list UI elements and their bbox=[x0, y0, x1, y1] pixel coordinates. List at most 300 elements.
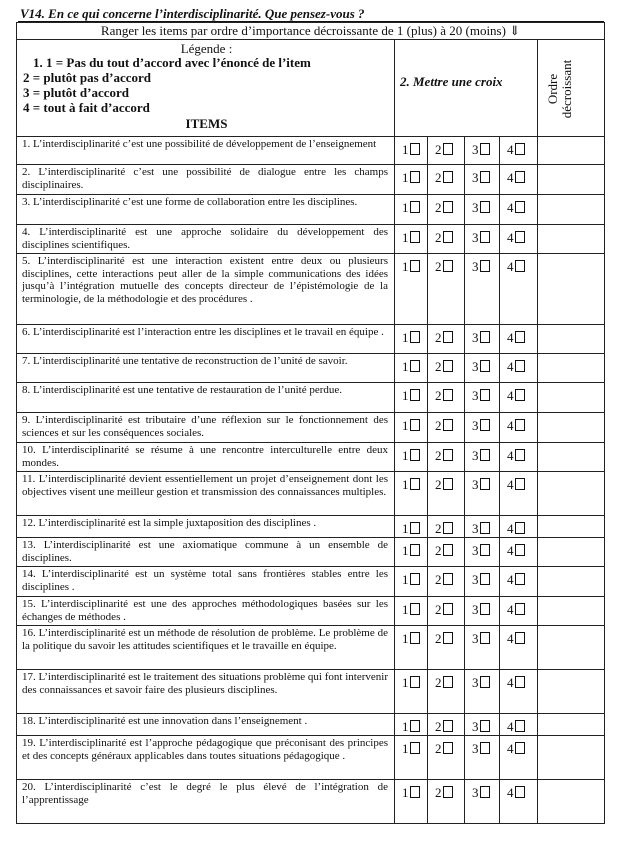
item-text: 10. L’interdisciplinarité se résume à une rencontre interculturelle entre deux mondes. bbox=[17, 443, 395, 472]
choice-3-cell[interactable] bbox=[465, 538, 500, 567]
choice-label: 2 bbox=[435, 448, 442, 463]
choice-label: 3 bbox=[472, 142, 479, 157]
item-text: 19. L’interdisciplinarité est l’approche pédagogique que préconisant des principes et des concepts généraux applicables dans toutes situations pédagogique . bbox=[17, 736, 395, 780]
checkbox-3[interactable] bbox=[480, 742, 490, 754]
choice-4-cell[interactable] bbox=[500, 472, 538, 516]
choice-4-cell[interactable] bbox=[500, 165, 538, 195]
item-text: 14. L’interdisciplinarité est un système total sans frontières stables entre les disciplines . bbox=[17, 567, 395, 597]
choice-4-cell[interactable] bbox=[500, 195, 538, 225]
choice-label: 1 bbox=[402, 259, 409, 274]
choice-label: 3 bbox=[472, 521, 479, 536]
table-row bbox=[17, 780, 605, 824]
item-text: 3. L’interdisciplinarité c’est une forme de collaboration entre les disciplines. bbox=[17, 195, 395, 225]
rank-input-cell[interactable] bbox=[538, 137, 605, 165]
table-row bbox=[17, 538, 605, 567]
rank-input-cell[interactable] bbox=[538, 670, 605, 714]
choice-1-cell[interactable] bbox=[395, 325, 428, 354]
croix-header: 2. Mettre une croix bbox=[400, 74, 503, 89]
checkbox-1[interactable] bbox=[410, 389, 420, 401]
choice-3-cell[interactable] bbox=[465, 780, 500, 824]
choice-label: 1 bbox=[402, 521, 409, 536]
choice-1-cell[interactable] bbox=[395, 383, 428, 413]
checkbox-4[interactable] bbox=[515, 260, 525, 272]
choice-2-cell[interactable] bbox=[428, 714, 465, 736]
choice-label: 3 bbox=[472, 572, 479, 587]
ordre-header-cell bbox=[538, 40, 605, 137]
table-row bbox=[17, 714, 605, 736]
checkbox-4[interactable] bbox=[515, 360, 525, 372]
choice-1-cell[interactable] bbox=[395, 472, 428, 516]
checkbox-4[interactable] bbox=[515, 231, 525, 243]
checkbox-4[interactable] bbox=[515, 573, 525, 585]
table-row bbox=[17, 225, 605, 254]
checkbox-2[interactable] bbox=[443, 419, 453, 431]
choice-4-cell[interactable] bbox=[500, 413, 538, 443]
checkbox-3[interactable] bbox=[480, 786, 490, 798]
choice-1-cell[interactable] bbox=[395, 165, 428, 195]
choice-label: 2 bbox=[435, 572, 442, 587]
item-text: 1. L’interdisciplinarité c’est une possibilité de développement de l’enseignement bbox=[17, 137, 395, 165]
choice-1-cell[interactable] bbox=[395, 195, 428, 225]
checkbox-4[interactable] bbox=[515, 720, 525, 732]
legend-line-3: 3 = plutôt d’accord bbox=[23, 85, 129, 100]
checkbox-1[interactable] bbox=[410, 676, 420, 688]
choice-label: 1 bbox=[402, 543, 409, 558]
checkbox-1[interactable] bbox=[410, 419, 420, 431]
choice-label: 4 bbox=[507, 142, 514, 157]
choice-label: 2 bbox=[435, 719, 442, 734]
choice-3-cell[interactable] bbox=[465, 254, 500, 325]
checkbox-2[interactable] bbox=[443, 632, 453, 644]
item-text: 8. L’interdisciplinarité est une tentative de restauration de l’unité perdue. bbox=[17, 383, 395, 413]
choice-label: 1 bbox=[402, 719, 409, 734]
choice-2-cell[interactable] bbox=[428, 516, 465, 538]
choice-label: 4 bbox=[507, 543, 514, 558]
checkbox-3[interactable] bbox=[480, 331, 490, 343]
choice-1-cell[interactable] bbox=[395, 254, 428, 325]
choice-label: 2 bbox=[435, 170, 442, 185]
rank-input-cell[interactable] bbox=[538, 195, 605, 225]
choice-3-cell[interactable] bbox=[465, 516, 500, 538]
choice-label: 4 bbox=[507, 719, 514, 734]
checkbox-3[interactable] bbox=[480, 171, 490, 183]
choice-label: 4 bbox=[507, 259, 514, 274]
choice-label: 2 bbox=[435, 330, 442, 345]
choice-1-cell[interactable] bbox=[395, 538, 428, 567]
choice-1-cell[interactable] bbox=[395, 670, 428, 714]
choice-3-cell[interactable] bbox=[465, 472, 500, 516]
checkbox-3[interactable] bbox=[480, 573, 490, 585]
rank-input-cell[interactable] bbox=[538, 325, 605, 354]
legend-line-1: 1. 1 = Pas du tout d’accord avec l’énoncé de l’item bbox=[33, 55, 311, 70]
choice-label: 4 bbox=[507, 448, 514, 463]
checkbox-2[interactable] bbox=[443, 676, 453, 688]
page-title: V14. En ce qui concerne l’interdisciplinarité. Que pensez-vous ? bbox=[20, 6, 365, 21]
choice-3-cell[interactable] bbox=[465, 443, 500, 472]
checkbox-2[interactable] bbox=[443, 522, 453, 534]
checkbox-1[interactable] bbox=[410, 720, 420, 732]
checkbox-1[interactable] bbox=[410, 171, 420, 183]
choice-3-cell[interactable] bbox=[465, 413, 500, 443]
table-row bbox=[17, 567, 605, 597]
choice-label: 2 bbox=[435, 741, 442, 756]
choice-3-cell[interactable] bbox=[465, 137, 500, 165]
table-row bbox=[17, 443, 605, 472]
item-text: 16. L’interdisciplinarité est un méthode de résolution de problème. Le problème de la politique du savoir les attitudes scientifiques et le travaille en équipe. bbox=[17, 626, 395, 670]
choice-label: 4 bbox=[507, 388, 514, 403]
item-text: 7. L’interdisciplinarité une tentative de reconstruction de l’unité de savoir. bbox=[17, 354, 395, 383]
rank-input-cell[interactable] bbox=[538, 225, 605, 254]
choice-label: 4 bbox=[507, 477, 514, 492]
checkbox-3[interactable] bbox=[480, 419, 490, 431]
choice-2-cell[interactable] bbox=[428, 780, 465, 824]
choice-label: 3 bbox=[472, 631, 479, 646]
choice-label: 4 bbox=[507, 741, 514, 756]
choice-label: 1 bbox=[402, 448, 409, 463]
choice-4-cell[interactable] bbox=[500, 383, 538, 413]
item-text: 2. L’interdisciplinarité c’est une possibilité de dialogue entre les champs disciplinaires. bbox=[17, 165, 395, 195]
item-text: 11. L’interdisciplinarité devient essentiellement un projet d’enseignement dont les objectives visent une meilleur gestion et transmission des connaissances multiples. bbox=[17, 472, 395, 516]
checkbox-4[interactable] bbox=[515, 676, 525, 688]
choice-3-cell[interactable] bbox=[465, 626, 500, 670]
checkbox-3[interactable] bbox=[480, 231, 490, 243]
table-row bbox=[17, 165, 605, 195]
checkbox-3[interactable] bbox=[480, 676, 490, 688]
choice-2-cell[interactable] bbox=[428, 443, 465, 472]
choice-2-cell[interactable] bbox=[428, 137, 465, 165]
choice-label: 3 bbox=[472, 359, 479, 374]
item-text: 4. L’interdisciplinarité est une approche solidaire du développement des disciplines scientifiques. bbox=[17, 225, 395, 254]
choice-1-cell[interactable] bbox=[395, 443, 428, 472]
table-row bbox=[17, 670, 605, 714]
checkbox-3[interactable] bbox=[480, 603, 490, 615]
choice-label: 4 bbox=[507, 418, 514, 433]
table-row bbox=[17, 254, 605, 325]
choice-2-cell[interactable] bbox=[428, 354, 465, 383]
choice-1-cell[interactable] bbox=[395, 736, 428, 780]
checkbox-4[interactable] bbox=[515, 389, 525, 401]
choice-3-cell[interactable] bbox=[465, 383, 500, 413]
choice-2-cell[interactable] bbox=[428, 165, 465, 195]
item-text: 18. L’interdisciplinarité est une innovation dans l’enseignement . bbox=[17, 714, 395, 736]
choice-4-cell[interactable] bbox=[500, 443, 538, 472]
checkbox-1[interactable] bbox=[410, 478, 420, 490]
choice-1-cell[interactable] bbox=[395, 225, 428, 254]
rank-input-cell[interactable] bbox=[538, 472, 605, 516]
checkbox-2[interactable] bbox=[443, 201, 453, 213]
table-row bbox=[17, 413, 605, 443]
rank-input-cell[interactable] bbox=[538, 597, 605, 626]
choice-2-cell[interactable] bbox=[428, 383, 465, 413]
choice-1-cell[interactable] bbox=[395, 780, 428, 824]
table-row bbox=[17, 354, 605, 383]
choice-label: 1 bbox=[402, 200, 409, 215]
checkbox-3[interactable] bbox=[480, 720, 490, 732]
rank-input-cell[interactable] bbox=[538, 254, 605, 325]
checkbox-2[interactable] bbox=[443, 786, 453, 798]
item-text: 15. L’interdisciplinarité est une des approches méthodologiques basées sur les échanges de méthodes . bbox=[17, 597, 395, 626]
choice-label: 3 bbox=[472, 230, 479, 245]
checkbox-1[interactable] bbox=[410, 260, 420, 272]
checkbox-2[interactable] bbox=[443, 389, 453, 401]
checkbox-4[interactable] bbox=[515, 632, 525, 644]
checkbox-1[interactable] bbox=[410, 449, 420, 461]
choice-1-cell[interactable] bbox=[395, 714, 428, 736]
checkbox-2[interactable] bbox=[443, 143, 453, 155]
table-row bbox=[17, 736, 605, 780]
checkbox-3[interactable] bbox=[480, 389, 490, 401]
checkbox-2[interactable] bbox=[443, 742, 453, 754]
rank-input-cell[interactable] bbox=[538, 780, 605, 824]
checkbox-3[interactable] bbox=[480, 522, 490, 534]
checkbox-4[interactable] bbox=[515, 603, 525, 615]
choice-4-cell[interactable] bbox=[500, 325, 538, 354]
checkbox-1[interactable] bbox=[410, 544, 420, 556]
rank-input-cell[interactable] bbox=[538, 538, 605, 567]
choice-label: 4 bbox=[507, 602, 514, 617]
checkbox-1[interactable] bbox=[410, 522, 420, 534]
rank-input-cell[interactable] bbox=[538, 714, 605, 736]
checkbox-2[interactable] bbox=[443, 603, 453, 615]
choice-label: 4 bbox=[507, 230, 514, 245]
choice-label: 1 bbox=[402, 418, 409, 433]
legend-cell bbox=[17, 40, 395, 137]
legend-line-4: 4 = tout à fait d’accord bbox=[23, 100, 150, 115]
item-text: 9. L’interdisciplinarité est tributaire d’une réflexion sur le fonctionnement des sciences et sur les conséquences sociales. bbox=[17, 413, 395, 443]
legend-line-2: 2 = plutôt pas d’accord bbox=[23, 70, 152, 85]
choice-3-cell[interactable] bbox=[465, 670, 500, 714]
choice-label: 2 bbox=[435, 602, 442, 617]
choice-label: 3 bbox=[472, 477, 479, 492]
choice-label: 3 bbox=[472, 675, 479, 690]
rank-input-cell[interactable] bbox=[538, 165, 605, 195]
choice-label: 3 bbox=[472, 388, 479, 403]
checkbox-2[interactable] bbox=[443, 544, 453, 556]
choice-3-cell[interactable] bbox=[465, 597, 500, 626]
choice-1-cell[interactable] bbox=[395, 354, 428, 383]
checkbox-2[interactable] bbox=[443, 720, 453, 732]
choice-4-cell[interactable] bbox=[500, 626, 538, 670]
choice-label: 2 bbox=[435, 477, 442, 492]
checkbox-4[interactable] bbox=[515, 419, 525, 431]
checkbox-4[interactable] bbox=[515, 742, 525, 754]
checkbox-3[interactable] bbox=[480, 201, 490, 213]
table-row bbox=[17, 597, 605, 626]
choice-1-cell[interactable] bbox=[395, 626, 428, 670]
choice-4-cell[interactable] bbox=[500, 538, 538, 567]
checkbox-3[interactable] bbox=[480, 544, 490, 556]
choice-3-cell[interactable] bbox=[465, 165, 500, 195]
choice-label: 2 bbox=[435, 675, 442, 690]
item-text: 12. L’interdisciplinarité est la simple juxtaposition des disciplines . bbox=[17, 516, 395, 538]
checkbox-2[interactable] bbox=[443, 171, 453, 183]
choice-label: 2 bbox=[435, 388, 442, 403]
checkbox-1[interactable] bbox=[410, 742, 420, 754]
choice-2-cell[interactable] bbox=[428, 325, 465, 354]
choice-1-cell[interactable] bbox=[395, 137, 428, 165]
choice-4-cell[interactable] bbox=[500, 225, 538, 254]
choice-1-cell[interactable] bbox=[395, 413, 428, 443]
choice-2-cell[interactable] bbox=[428, 736, 465, 780]
choice-label: 2 bbox=[435, 785, 442, 800]
ordre-header: Ordre décroissant bbox=[545, 59, 574, 119]
choice-label: 1 bbox=[402, 631, 409, 646]
checkbox-4[interactable] bbox=[515, 143, 525, 155]
choice-label: 4 bbox=[507, 200, 514, 215]
choice-label: 3 bbox=[472, 448, 479, 463]
choice-2-cell[interactable] bbox=[428, 413, 465, 443]
checkbox-4[interactable] bbox=[515, 171, 525, 183]
choice-label: 1 bbox=[402, 477, 409, 492]
checkbox-1[interactable] bbox=[410, 231, 420, 243]
choice-label: 1 bbox=[402, 142, 409, 157]
choice-3-cell[interactable] bbox=[465, 195, 500, 225]
choice-label: 2 bbox=[435, 259, 442, 274]
checkbox-1[interactable] bbox=[410, 360, 420, 372]
choice-4-cell[interactable] bbox=[500, 354, 538, 383]
checkbox-1[interactable] bbox=[410, 201, 420, 213]
rank-input-cell[interactable] bbox=[538, 567, 605, 597]
checkbox-4[interactable] bbox=[515, 522, 525, 534]
choice-4-cell[interactable] bbox=[500, 567, 538, 597]
checkbox-4[interactable] bbox=[515, 478, 525, 490]
checkbox-3[interactable] bbox=[480, 478, 490, 490]
choice-4-cell[interactable] bbox=[500, 597, 538, 626]
choice-label: 4 bbox=[507, 572, 514, 587]
choice-label: 4 bbox=[507, 359, 514, 374]
choice-4-cell[interactable] bbox=[500, 137, 538, 165]
checkbox-3[interactable] bbox=[480, 360, 490, 372]
rank-input-cell[interactable] bbox=[538, 736, 605, 780]
checkbox-4[interactable] bbox=[515, 331, 525, 343]
checkbox-4[interactable] bbox=[515, 544, 525, 556]
choice-label: 4 bbox=[507, 330, 514, 345]
ranking-instructions: Ranger les items par ordre d’importance décroissante de 1 (plus) à 20 (moins) ⇓ bbox=[17, 23, 605, 40]
checkbox-2[interactable] bbox=[443, 573, 453, 585]
choice-2-cell[interactable] bbox=[428, 538, 465, 567]
choice-4-cell[interactable] bbox=[500, 516, 538, 538]
choice-label: 3 bbox=[472, 170, 479, 185]
choice-2-cell[interactable] bbox=[428, 472, 465, 516]
choice-label: 3 bbox=[472, 418, 479, 433]
choice-2-cell[interactable] bbox=[428, 225, 465, 254]
checkbox-3[interactable] bbox=[480, 632, 490, 644]
choice-3-cell[interactable] bbox=[465, 354, 500, 383]
checkbox-1[interactable] bbox=[410, 603, 420, 615]
checkbox-2[interactable] bbox=[443, 331, 453, 343]
legend-title: Légende : bbox=[180, 41, 233, 56]
rank-input-cell[interactable] bbox=[538, 516, 605, 538]
choice-2-cell[interactable] bbox=[428, 254, 465, 325]
checkbox-1[interactable] bbox=[410, 632, 420, 644]
choice-label: 2 bbox=[435, 142, 442, 157]
checkbox-2[interactable] bbox=[443, 260, 453, 272]
choice-label: 1 bbox=[402, 572, 409, 587]
choice-4-cell[interactable] bbox=[500, 736, 538, 780]
table-row bbox=[17, 626, 605, 670]
choice-4-cell[interactable] bbox=[500, 714, 538, 736]
choice-label: 2 bbox=[435, 631, 442, 646]
questionnaire-table bbox=[16, 22, 605, 824]
choice-label: 3 bbox=[472, 719, 479, 734]
choice-1-cell[interactable] bbox=[395, 567, 428, 597]
table-row bbox=[17, 325, 605, 354]
item-text: 13. L’interdisciplinarité est une axiomatique commune à un ensemble de disciplines. bbox=[17, 538, 395, 567]
choice-3-cell[interactable] bbox=[465, 325, 500, 354]
choice-2-cell[interactable] bbox=[428, 670, 465, 714]
checkbox-2[interactable] bbox=[443, 231, 453, 243]
checkbox-1[interactable] bbox=[410, 573, 420, 585]
choice-label: 3 bbox=[472, 330, 479, 345]
item-text: 17. L’interdisciplinarité est le traitement des situations problème qui font intervenir des connaissances et savoir faire des plusieurs disciplines. bbox=[17, 670, 395, 714]
checkbox-4[interactable] bbox=[515, 449, 525, 461]
choice-label: 2 bbox=[435, 521, 442, 536]
choice-3-cell[interactable] bbox=[465, 736, 500, 780]
choice-4-cell[interactable] bbox=[500, 670, 538, 714]
choice-label: 1 bbox=[402, 785, 409, 800]
table-row bbox=[17, 383, 605, 413]
rank-input-cell[interactable] bbox=[538, 443, 605, 472]
choice-1-cell[interactable] bbox=[395, 516, 428, 538]
checkbox-2[interactable] bbox=[443, 478, 453, 490]
checkbox-2[interactable] bbox=[443, 360, 453, 372]
checkbox-3[interactable] bbox=[480, 143, 490, 155]
items-header: ITEMS bbox=[185, 116, 228, 131]
choice-label: 4 bbox=[507, 521, 514, 536]
checkbox-3[interactable] bbox=[480, 449, 490, 461]
choice-label: 2 bbox=[435, 543, 442, 558]
rank-input-cell[interactable] bbox=[538, 626, 605, 670]
choice-label: 3 bbox=[472, 543, 479, 558]
choice-3-cell[interactable] bbox=[465, 225, 500, 254]
checkbox-2[interactable] bbox=[443, 449, 453, 461]
rank-input-cell[interactable] bbox=[538, 354, 605, 383]
choice-label: 1 bbox=[402, 602, 409, 617]
choice-1-cell[interactable] bbox=[395, 597, 428, 626]
checkbox-1[interactable] bbox=[410, 143, 420, 155]
checkbox-3[interactable] bbox=[480, 260, 490, 272]
croix-header-cell bbox=[395, 40, 538, 137]
choice-2-cell[interactable] bbox=[428, 597, 465, 626]
choice-3-cell[interactable] bbox=[465, 714, 500, 736]
choice-3-cell[interactable] bbox=[465, 567, 500, 597]
choice-4-cell[interactable] bbox=[500, 780, 538, 824]
checkbox-4[interactable] bbox=[515, 201, 525, 213]
table-row bbox=[17, 195, 605, 225]
choice-label: 4 bbox=[507, 170, 514, 185]
choice-2-cell[interactable] bbox=[428, 195, 465, 225]
choice-label: 3 bbox=[472, 259, 479, 274]
checkbox-1[interactable] bbox=[410, 331, 420, 343]
choice-label: 1 bbox=[402, 330, 409, 345]
checkbox-1[interactable] bbox=[410, 786, 420, 798]
choice-4-cell[interactable] bbox=[500, 254, 538, 325]
choice-label: 2 bbox=[435, 418, 442, 433]
rank-input-cell[interactable] bbox=[538, 413, 605, 443]
choice-2-cell[interactable] bbox=[428, 626, 465, 670]
choice-label: 2 bbox=[435, 230, 442, 245]
choice-label: 3 bbox=[472, 741, 479, 756]
choice-label: 2 bbox=[435, 200, 442, 215]
choice-2-cell[interactable] bbox=[428, 567, 465, 597]
choice-label: 1 bbox=[402, 741, 409, 756]
choice-label: 2 bbox=[435, 359, 442, 374]
choice-label: 1 bbox=[402, 359, 409, 374]
checkbox-4[interactable] bbox=[515, 786, 525, 798]
choice-label: 1 bbox=[402, 170, 409, 185]
rank-input-cell[interactable] bbox=[538, 383, 605, 413]
table-row bbox=[17, 516, 605, 538]
